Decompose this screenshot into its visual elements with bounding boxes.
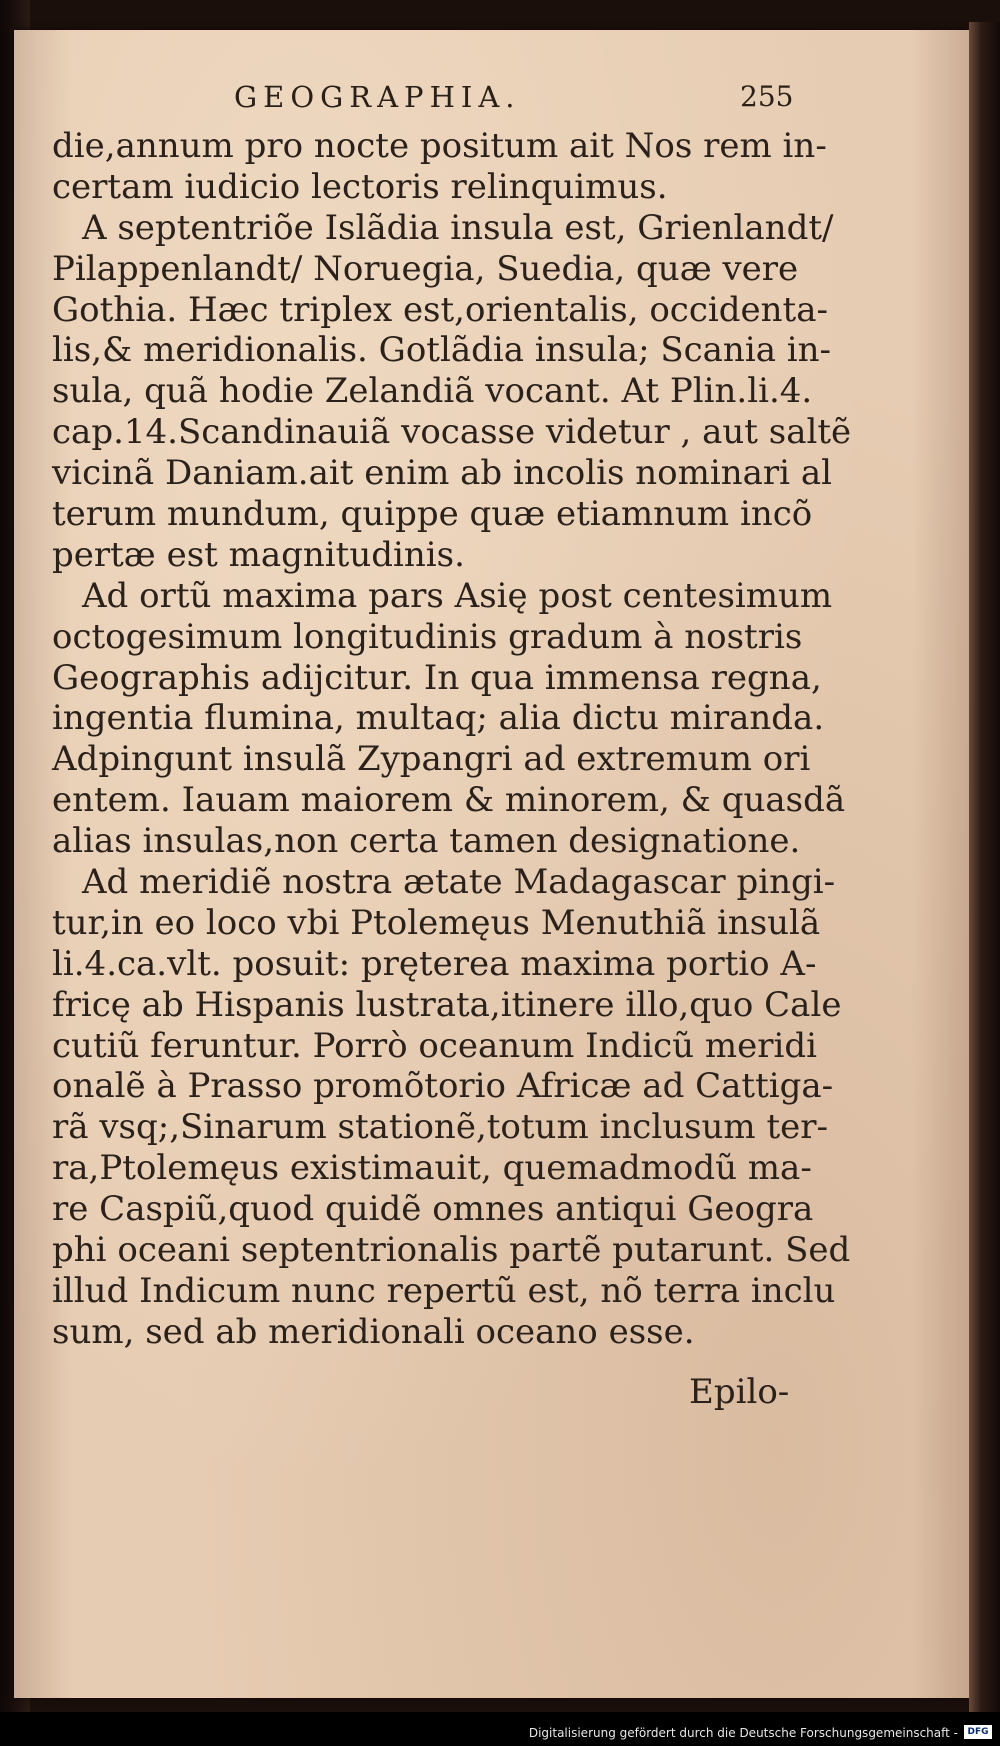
text-line: tur,in eo loco vbi Ptolemęus Menuthiã insulã [52, 902, 821, 943]
text-line: octogesimum longitudinis gradum à nostris [52, 616, 803, 657]
text-line: Geographis adijcitur. In qua immensa regna, [52, 657, 822, 698]
text-line: pertæ est magnitudinis. [52, 534, 465, 575]
text-line: Pilappenlandt/ Noruegia, Suedia, quæ vere [52, 248, 799, 289]
book-edge-shadow [969, 22, 1000, 1712]
paragraph-start-line: A septentriõe Islãdia insula est, Grienlandt/ [82, 207, 834, 248]
running-head: GEOGRAPHIA. [234, 80, 521, 114]
text-line: alias insulas,non certa tamen designatione. [52, 821, 801, 862]
book-page [14, 30, 969, 1698]
text-line: terum mundum, quippe quæ etiamnum incõ [52, 494, 813, 535]
text-line: cap.14.Scandinauiã vocasse videtur , aut saltẽ [52, 412, 852, 453]
text-line: li.4.ca.vlt. posuit: pręterea maxima portio A- [52, 943, 817, 984]
text-line: entem. Iauam maiorem & minorem, & quasdã [52, 780, 846, 821]
body-text [52, 126, 852, 1353]
text-line: Adpingunt insulã Zypangri ad extremum ori [52, 739, 811, 780]
text-line: vicinã Daniam.ait enim ab incolis nominari al [52, 453, 833, 494]
text-line: phi oceani septentrionalis partẽ putarunt. Sed [52, 1230, 851, 1271]
text-line: cutiũ feruntur. Porrò oceanum Indicũ meridi [52, 1025, 817, 1066]
paragraph-start-line: Ad ortũ maxima pars Asię post centesimum [82, 575, 833, 616]
paragraph-start-line: Ad meridiẽ nostra ætate Madagascar pingi- [82, 862, 836, 903]
page-number: 255 [740, 80, 794, 113]
dfg-logo: DFG [964, 1725, 992, 1739]
text-line: rã vsq;,Sinarum stationẽ,totum inclusum ter- [52, 1107, 829, 1148]
text-line: sum, sed ab meridionali oceano esse. [52, 1311, 695, 1352]
text-line: lis,& meridionalis. Gotlãdia insula; Scania in- [52, 330, 832, 371]
text-line: onalẽ à Prasso promõtorio Africæ ad Cattiga- [52, 1066, 834, 1107]
text-line: ingentia flumina, multaq; alia dictu miranda. [52, 698, 825, 739]
text-line: die,annum pro nocte positum ait Nos rem in- [52, 126, 827, 166]
catchword: Epilo- [689, 1372, 790, 1412]
text-line: sula, quã hodie Zelandiã vocant. At Plin.li.4. [52, 371, 813, 412]
text-line: certam iudicio lectoris relinquimus. [52, 166, 668, 207]
text-line: illud Indicum nunc repertũ est, nõ terra inclu [52, 1270, 836, 1311]
footer-credit: Digitalisierung gefördert durch die Deutsche Forschungsgemeinschaft - [528, 1726, 958, 1740]
text-line: re Caspiũ,quod quidẽ omnes antiqui Geogra [52, 1189, 814, 1230]
text-line: Gothia. Hæc triplex est,orientalis, occidenta- [52, 289, 828, 330]
text-line: fricę ab Hispanis lustrata,itinere illo,quo Cale [52, 984, 842, 1025]
text-line: ra,Ptolemęus existimauit, quemadmodũ ma- [52, 1148, 812, 1189]
